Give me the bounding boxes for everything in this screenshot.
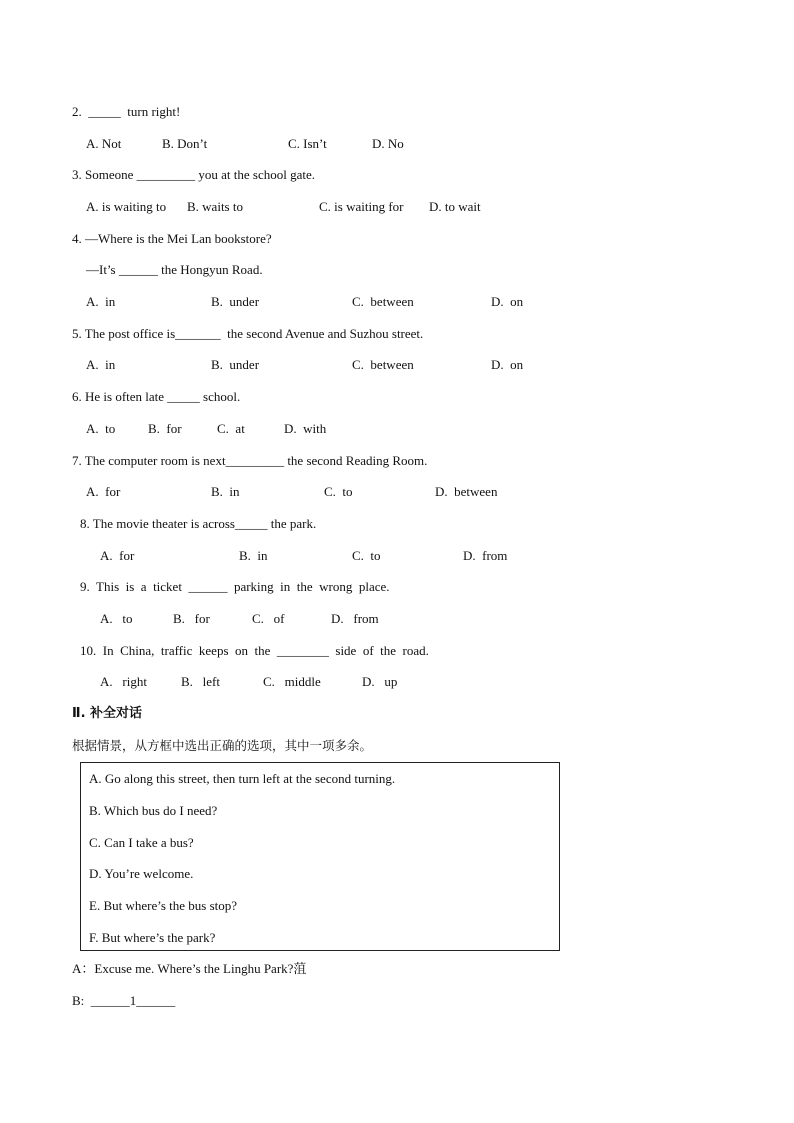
question-4-option-d: D. on [491,294,524,309]
question-3-stem: 3. Someone _________ you at the school gate. [72,167,315,182]
question-3-option-b: B. waits to [187,199,243,214]
question-2-option-c: C. Isn’t [288,136,327,151]
box-option-b: B. Which bus do I need? [89,803,218,818]
question-4-stem-answer: —It’s ______ the Hongyun Road. [86,262,263,277]
question-9-stem: 9. This is a ticket ______ parking in the wrong place. [80,579,390,594]
question-3-option-a: A. is waiting to [86,199,167,214]
question-7-option-d: D. between [435,484,498,499]
question-6-option-b: B. for [148,421,182,436]
question-8-option-c: C. to [352,548,381,563]
question-8-option-a: A. for [100,548,135,563]
dialogue-line-b: B: ______1______ [72,993,176,1008]
box-option-f: F. But where’s the park? [89,930,216,945]
question-4-option-c: C. between [352,294,414,309]
section-instruction: 根据情景，从方框中选出正确的选项，其中一项多余。 [72,738,373,753]
question-6-stem: 6. He is often late _____ school. [72,389,241,404]
question-6-option-d: D. with [284,421,327,436]
question-4-option-b: B. under [211,294,260,309]
question-6-option-c: C. at [217,421,245,436]
question-9-option-c: C. of [252,611,285,626]
box-option-e: E. But where’s the bus stop? [89,898,238,913]
question-10-option-a: A. right [100,674,147,689]
question-7-option-c: C. to [324,484,353,499]
question-9-option-d: D. from [331,611,379,626]
dialogue-line-a: A：Excuse me. Where’s the Linghu Park?菹 [72,961,307,976]
question-10-stem: 10. In China, traffic keeps on the ________ side of the road. [80,643,429,658]
question-4-stem: 4. —Where is the Mei Lan bookstore? [72,231,272,246]
question-2-option-b: B. Don’t [162,136,208,151]
question-5-option-d: D. on [491,357,524,372]
question-7-option-b: B. in [211,484,240,499]
question-9-option-a: A. to [100,611,133,626]
question-7-option-a: A. for [86,484,121,499]
question-8-option-d: D. from [463,548,508,563]
question-2-stem: 2. _____ turn right! [72,104,181,119]
question-5-option-a: A. in [86,357,116,372]
box-option-a: A. Go along this street, then turn left at the second turning. [89,771,396,786]
question-8-stem: 8. The movie theater is across_____ the park. [80,516,317,531]
box-option-d: D. You’re welcome. [89,866,194,881]
question-3-option-d: D. to wait [429,199,481,214]
question-3-option-c: C. is waiting for [319,199,404,214]
question-5-stem: 5. The post office is_______ the second Avenue and Suzhou street. [72,326,424,341]
options-box [80,762,560,951]
section-title: Ⅱ. 补全对话 [72,706,143,721]
question-8-option-b: B. in [239,548,268,563]
box-option-c: C. Can I take a bus? [89,835,194,850]
question-2-option-d: D. No [372,136,404,151]
question-5-option-b: B. under [211,357,260,372]
question-2-option-a: A. Not [86,136,122,151]
question-5-option-c: C. between [352,357,414,372]
question-10-option-d: D. up [362,674,398,689]
question-4-option-a: A. in [86,294,116,309]
question-10-option-b: B. left [181,674,220,689]
question-6-option-a: A. to [86,421,116,436]
question-10-option-c: C. middle [263,674,321,689]
question-7-stem: 7. The computer room is next_________ the second Reading Room. [72,453,428,468]
question-9-option-b: B. for [173,611,210,626]
